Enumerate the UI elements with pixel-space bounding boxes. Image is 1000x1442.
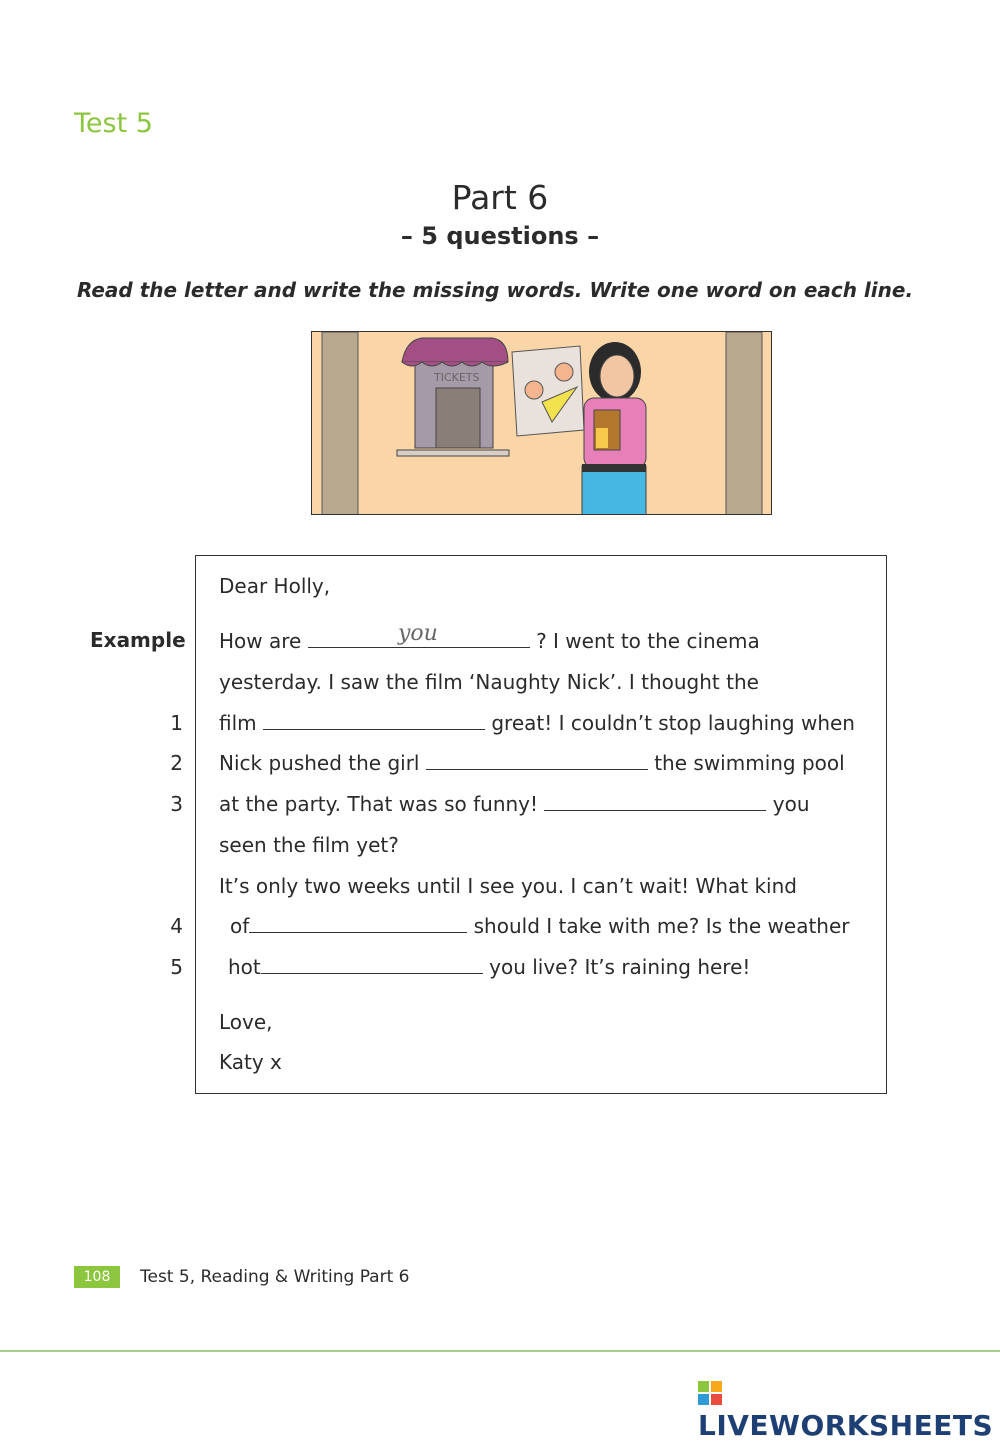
letter-line: It’s only two weeks until I see you. I can’t wait! What kind bbox=[219, 874, 797, 898]
letter-text: at the party. That was so funny! bbox=[219, 792, 539, 816]
instructions: Read the letter and write the missing words. Write one word on each line. bbox=[76, 278, 914, 302]
footer-caption: Test 5, Reading & Writing Part 6 bbox=[140, 1267, 410, 1287]
letter-text: of bbox=[230, 914, 250, 938]
example-label: Example bbox=[90, 628, 186, 652]
letter-line-q1 bbox=[219, 711, 855, 735]
example-answer: you bbox=[398, 621, 438, 646]
page-number-badge: 108 bbox=[74, 1266, 120, 1288]
answer-blank-1[interactable] bbox=[263, 711, 485, 730]
letter-text: Nick pushed the girl bbox=[219, 751, 420, 775]
letter-line: yesterday. I saw the film ‘Naughty Nick’. I thought the bbox=[219, 670, 759, 694]
cinema-illustration bbox=[311, 331, 772, 515]
letter-text: film bbox=[219, 711, 257, 735]
letter-line-q4 bbox=[230, 914, 850, 938]
answer-blank-4[interactable] bbox=[249, 914, 467, 933]
letter-text: you bbox=[772, 792, 810, 816]
liveworksheets-brand[interactable] bbox=[698, 1376, 1000, 1442]
liveworksheets-logo-icon bbox=[698, 1381, 722, 1405]
answer-blank-2[interactable] bbox=[426, 751, 648, 770]
question-number-5: 5 bbox=[170, 955, 183, 979]
letter-text: the swimming pool bbox=[654, 751, 845, 775]
brand-name: LIVEWORKSHEETS bbox=[698, 1409, 994, 1442]
answer-blank-3[interactable] bbox=[544, 792, 766, 811]
letter-text: should I take with me? Is the weather bbox=[473, 914, 850, 938]
part-title: Part 6 bbox=[451, 178, 549, 217]
cinema-scene-image bbox=[312, 332, 772, 515]
footer-divider bbox=[0, 1350, 1000, 1352]
question-number-2: 2 bbox=[170, 751, 183, 775]
letter-text: great! I couldn’t stop laughing when bbox=[491, 711, 855, 735]
letter-line-q3 bbox=[219, 792, 810, 816]
question-number-1: 1 bbox=[170, 711, 183, 735]
test-label: Test 5 bbox=[74, 108, 153, 139]
letter-line-q2 bbox=[219, 751, 845, 775]
letter-line: seen the film yet? bbox=[219, 833, 399, 857]
letter-text: hot bbox=[228, 955, 261, 979]
letter-signature: Katy x bbox=[219, 1050, 282, 1074]
tickets-sign: TICKETS bbox=[434, 371, 480, 384]
letter-text: ? I went to the cinema bbox=[536, 629, 760, 653]
letter-closing: Love, bbox=[219, 1010, 273, 1034]
letter-line-example bbox=[219, 629, 760, 653]
letter-text: you live? It’s raining here! bbox=[489, 955, 751, 979]
letter-line-q5 bbox=[228, 955, 750, 979]
letter-text: How are bbox=[219, 629, 302, 653]
answer-blank-5[interactable] bbox=[261, 955, 483, 974]
question-number-3: 3 bbox=[170, 792, 183, 816]
part-subtitle: – 5 questions – bbox=[400, 222, 600, 250]
letter-greeting: Dear Holly, bbox=[219, 574, 331, 598]
question-number-4: 4 bbox=[170, 914, 183, 938]
